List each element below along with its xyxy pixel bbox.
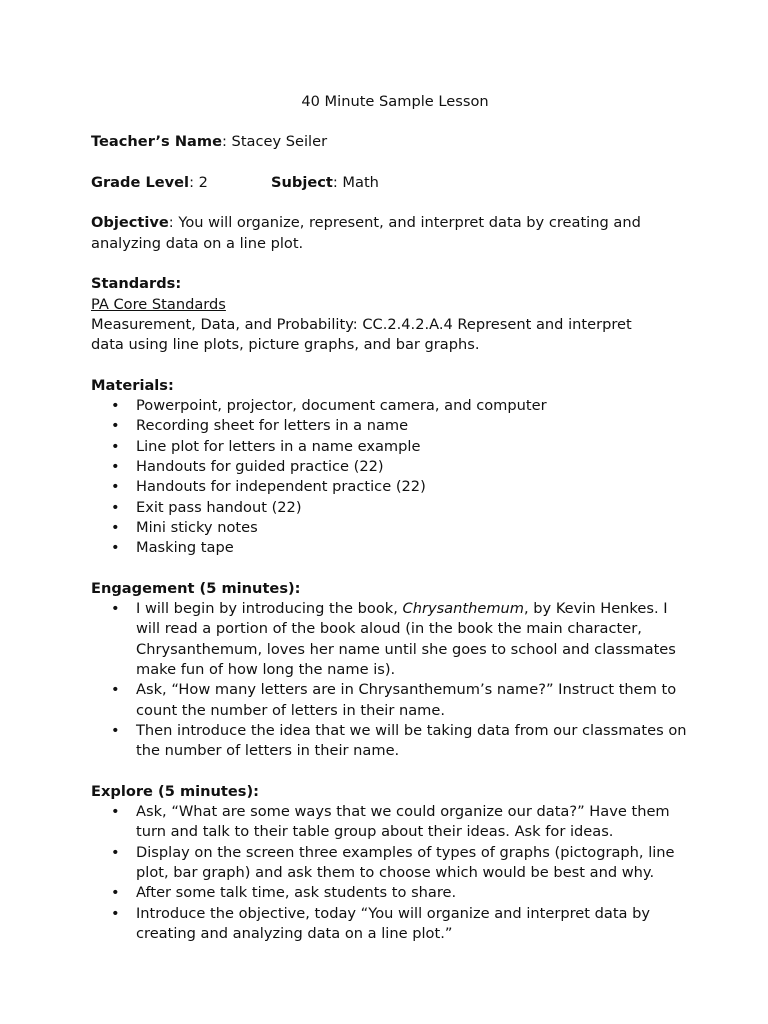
standards-link[interactable]: PA Core Standards xyxy=(91,295,226,313)
bullet-icon: • xyxy=(111,904,120,922)
list-item xyxy=(91,498,691,518)
engagement-list xyxy=(91,599,691,761)
bullet-icon: • xyxy=(111,721,120,739)
list-item xyxy=(91,457,691,477)
grade-level-value: : 2 xyxy=(189,173,208,191)
list-item-text: I will begin by introducing the book, xyxy=(136,600,403,618)
list-item-text: Mini sticky notes xyxy=(136,518,258,536)
lesson-plan-document xyxy=(91,92,691,944)
list-item xyxy=(91,802,691,843)
list-item-text: , by Kevin Henkes. I will read a portion of the book aloud (in the book the main character, Chrysanthemum, loves her name until she goes to school and classmates make fun of how long the name is). xyxy=(136,600,676,679)
list-item-text: Then introduce the idea that we will be taking data from our classmates on the number of letters in their name. xyxy=(136,721,687,760)
bullet-icon: • xyxy=(111,397,120,415)
explore-heading xyxy=(91,782,691,802)
list-item xyxy=(91,680,691,721)
list-item xyxy=(91,904,691,945)
bullet-icon: • xyxy=(111,518,120,536)
subject-value: : Math xyxy=(332,173,379,191)
grade-level-cell xyxy=(91,173,271,193)
bullet-icon: • xyxy=(111,498,120,516)
grade-subject-line xyxy=(91,173,691,193)
standards-heading-text: Standards: xyxy=(91,275,182,293)
teacher-name-value: : Stacey Seiler xyxy=(222,133,328,151)
bullet-icon: • xyxy=(111,458,120,476)
bullet-icon: • xyxy=(111,843,120,861)
objective-paragraph xyxy=(91,213,651,254)
list-item-text: Display on the screen three examples of types of graphs (pictograph, line plot, bar graph) and ask them to choose which would be best and why. xyxy=(136,843,675,881)
bullet-icon: • xyxy=(111,478,120,496)
list-item xyxy=(91,883,691,903)
bullet-icon: • xyxy=(111,417,120,435)
list-item-text: Exit pass handout (22) xyxy=(136,498,302,516)
list-item xyxy=(91,437,691,457)
materials-heading-text: Materials: xyxy=(91,376,174,394)
teacher-name-line xyxy=(91,132,691,152)
bullet-icon: • xyxy=(111,803,120,821)
list-item xyxy=(91,843,691,884)
list-item-text: Ask, “What are some ways that we could organize our data?” Have them turn and talk to their table group about their ideas. Ask for ideas. xyxy=(136,803,670,841)
engagement-heading-text: Engagement (5 minutes): xyxy=(91,579,301,597)
list-item-text: Line plot for letters in a name example xyxy=(136,437,421,455)
list-item xyxy=(91,538,691,558)
list-item xyxy=(91,416,691,436)
bullet-icon: • xyxy=(111,600,120,618)
subject-cell xyxy=(271,173,379,193)
materials-list xyxy=(91,396,691,558)
list-item-text: After some talk time, ask students to share. xyxy=(136,884,457,902)
materials-heading xyxy=(91,376,691,396)
list-item-text: Handouts for independent practice (22) xyxy=(136,478,426,496)
subject-label: Subject xyxy=(271,173,333,191)
explore-heading-text: Explore (5 minutes): xyxy=(91,782,259,800)
explore-list xyxy=(91,802,691,944)
list-item xyxy=(91,599,691,680)
list-item-text: Introduce the objective, today “You will organize and interpret data by creating and analyzing data on a line plot.” xyxy=(136,904,651,942)
document-title: 40 Minute Sample Lesson xyxy=(301,93,489,110)
book-title: Chrysanthemum xyxy=(402,600,525,618)
standards-text: Measurement, Data, and Probability: CC.2.4.2.A.4 Represent and interpret data using line plots, picture graphs, and bar graphs. xyxy=(91,315,632,354)
objective-label: Objective xyxy=(91,214,169,232)
teacher-name-label: Teacher’s Name xyxy=(91,133,222,151)
list-item xyxy=(91,721,691,762)
engagement-heading xyxy=(91,579,691,599)
bullet-icon: • xyxy=(111,539,120,557)
list-item-text: Handouts for guided practice (22) xyxy=(136,458,384,476)
list-item xyxy=(91,477,691,497)
list-item-text: Masking tape xyxy=(136,539,234,557)
list-item xyxy=(91,518,691,538)
list-item-text: Ask, “How many letters are in Chrysanthemum’s name?” Instruct them to count the number of letters in their name. xyxy=(136,681,677,719)
grade-level-label: Grade Level xyxy=(91,173,190,191)
bullet-icon: • xyxy=(111,884,120,902)
objective-text: : You will organize, represent, and interpret data by creating and analyzing data on a line plot. xyxy=(91,214,641,252)
list-item xyxy=(91,396,691,416)
list-item-text: Powerpoint, projector, document camera, and computer xyxy=(136,397,547,415)
standards-heading xyxy=(91,274,691,294)
bullet-icon: • xyxy=(111,437,120,455)
bullet-icon: • xyxy=(111,681,120,699)
list-item-text: Recording sheet for letters in a name xyxy=(136,417,409,435)
